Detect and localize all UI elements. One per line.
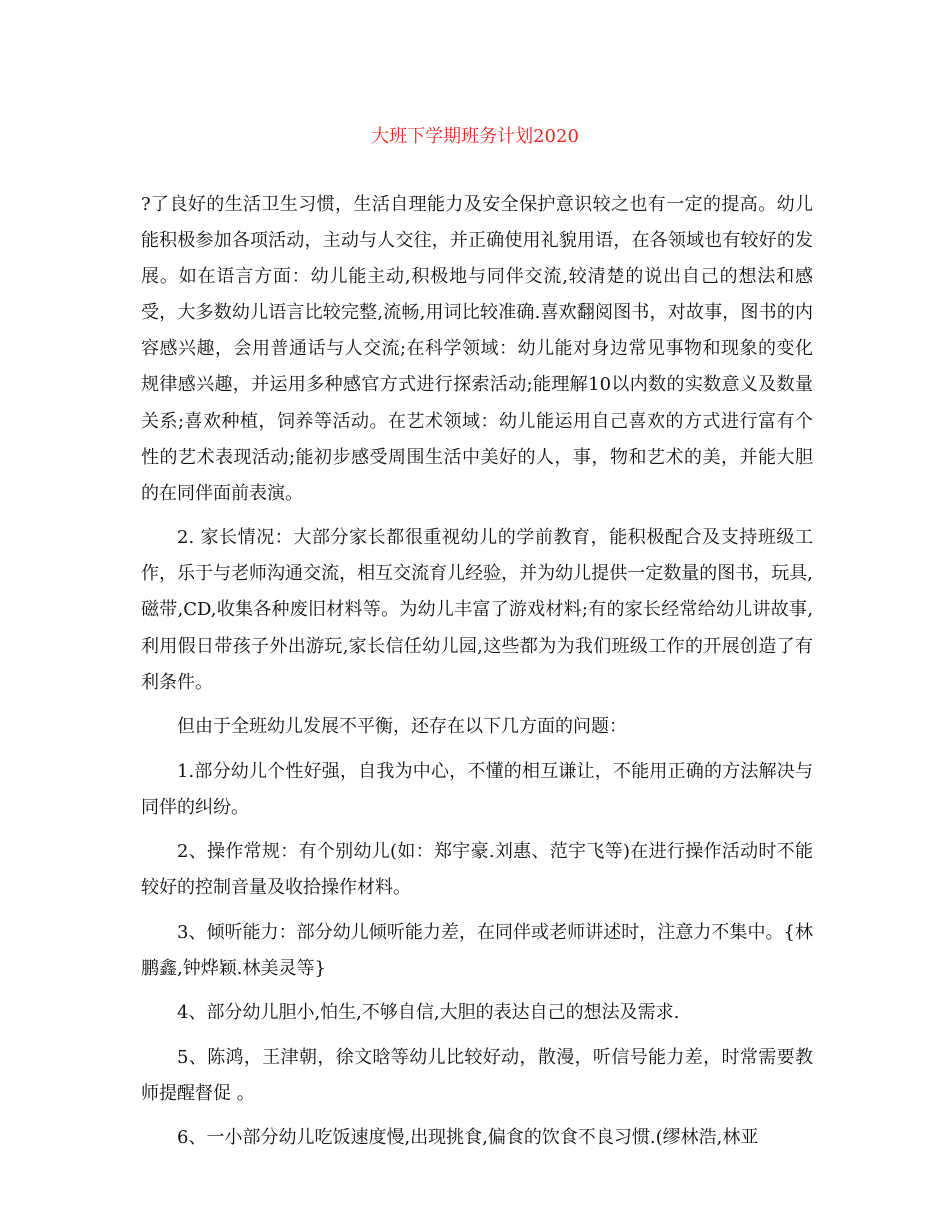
paragraph-problem-4: 4、部分幼儿胆小,怕生,不够自信,大胆的表达自己的想法及需求. [177, 1002, 680, 1024]
paragraph-problem-3: 3、倾听能力：部分幼儿倾听能力差，在同伴或老师讲述时，注意力不集中。{林鹏鑫,钟烨颖.林美灵等} [141, 921, 813, 979]
paragraph-problem-6: 6、一小部分幼儿吃饭速度慢,出现挑食,偏食的饮食不良习惯.(缪林浩,林亚 [177, 1127, 759, 1149]
paragraph-child-development: ?了良好的生活卫生习惯，生活自理能力及安全保护意识较之也有一定的提高。幼儿能积极参加各项活动，主动与人交往，并正确使用礼貌用语，在各领域也有较好的发展。如在语言方面：幼儿能主动,积极地与同伴交流,较清楚的说出自己的想法和感受，大多数幼儿语言比较完整,流畅,用词比较准确.喜欢翻阅图书，对故事，图书的内容感兴趣，会用普通话与人交流;在科学领域：幼儿能对身边常见事物和现象的变化规律感兴趣，并运用多种感官方式进行探索活动;能理解10以内数的实数意义及数量关系;喜欢种植，饲养等活动。在艺术领域：幼儿能运用自己喜欢的方式进行富有个性的艺术表现活动;能初步感受周围生活中美好的人，事，物和艺术的美，并能大胆的在同伴面前表演。 [141, 194, 813, 504]
paragraph-problem-2: 2、操作常规：有个别幼儿(如：郑宇豪.刘惠、范宇飞等)在进行操作活动时不能较好的控制音量及收拾操作材料。 [141, 841, 813, 899]
document-body [141, 187, 813, 1165]
paragraph-parent-situation: 2. 家长情况：大部分家长都很重视幼儿的学前教育，能积极配合及支持班级工作，乐于与老师沟通交流，相互交流育儿经验，并为幼儿提供一定数量的图书，玩具,磁带,CD,收集各种废旧材料等。为幼儿丰富了游戏材料;有的家长经常给幼儿讲故事,利用假日带孩子外出游玩,家长信任幼儿园,这些都为为我们班级工作的开展创造了有利条件。 [141, 527, 813, 693]
paragraph-problems-intro: 但由于全班幼儿发展不平衡，还存在以下几方面的问题： [177, 716, 627, 738]
document-title: 大班下学期班务计划2020 [371, 126, 579, 147]
paragraph-problem-1: 1.部分幼儿个性好强，自我为中心，不懂的相互谦让，不能用正确的方法解决与同伴的纠纷。 [141, 760, 813, 818]
paragraph-problem-5: 5、陈鸿，王津朝，徐文晗等幼儿比较好动，散漫，听信号能力差，时常需要教师提醒督促 。 [141, 1046, 813, 1104]
